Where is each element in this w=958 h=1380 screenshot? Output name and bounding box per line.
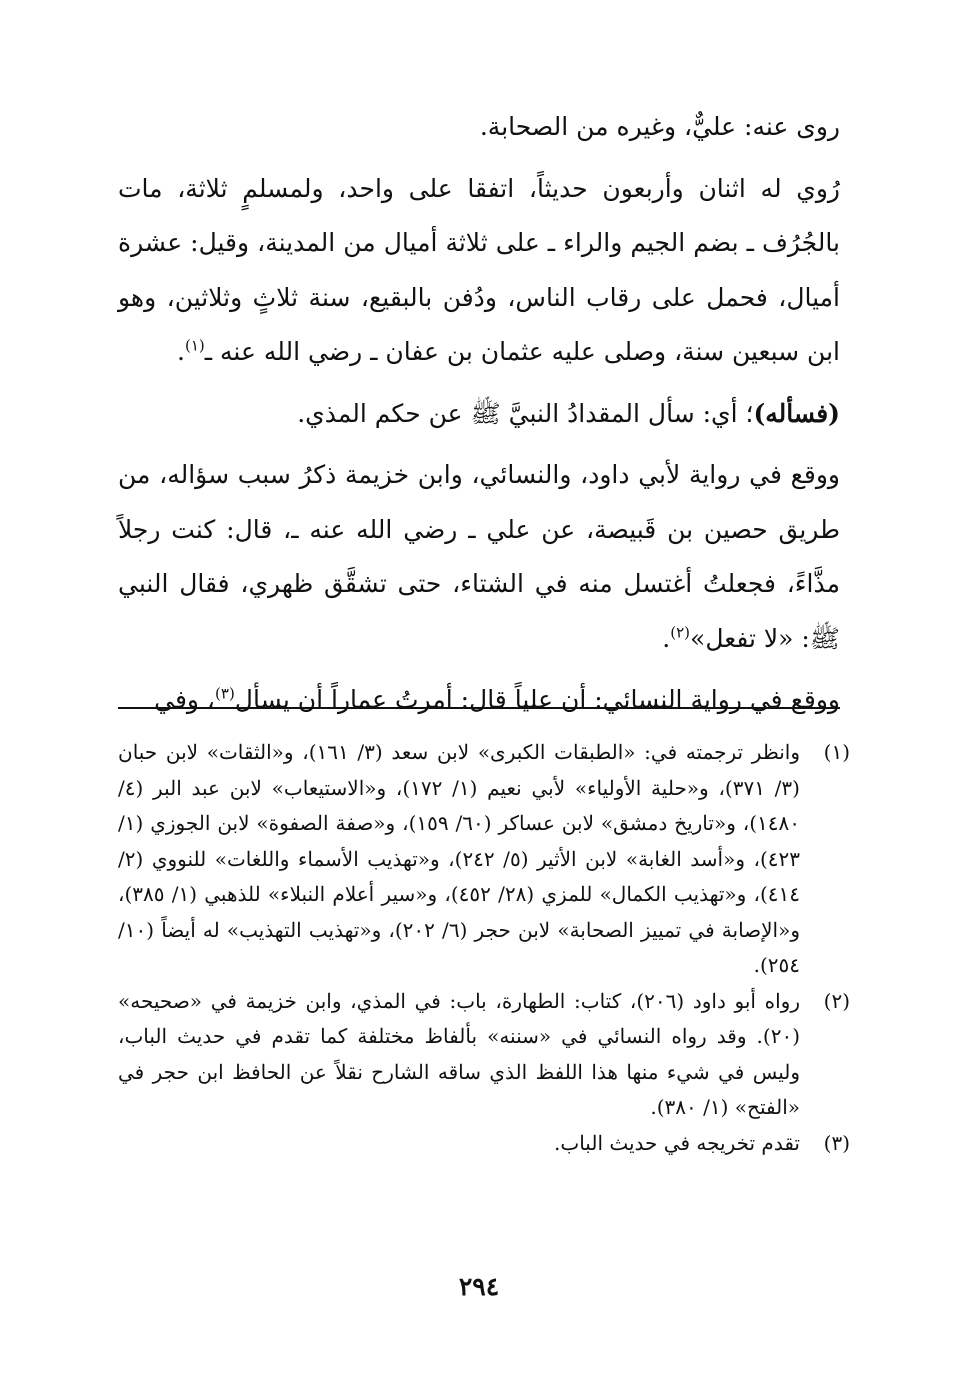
paragraph-biography — [118, 162, 840, 380]
footnote-text: وانظر ترجمته في: «الطبقات الكبرى» لابن سعد (٣/ ١٦١)، و«الثقات» لابن حبان (٣/ ٣٧١)، و«حلية الأولياء» لأبي نعيم (١/ ١٧٢)، و«الاستيعاب» لابن عبد البر (٤/ ١٤٨٠)، و«تاريخ دمشق» لابن عساكر (٦٠/ ١٥٩)، و«صفة الصفوة» لابن الجوزي (١/ ٤٢٣)، و«أسد الغابة» لابن الأثير (٥/ ٢٤٢)، و«تهذيب الأسماء واللغات» للنووي (٢/ ٤١٤)، و«تهذيب الكمال» للمزي (٢٨/ ٤٥٢)، و«سير أعلام النبلاء» للذهبي (١/ ٣٨٥)، و«الإصابة في تمييز الصحابة» لابن حجر (٦/ ٢٠٢)، و«تهذيب التهذيب» له أيضاً (١٠/ ٢٥٤). — [118, 740, 800, 977]
footnote-text: رواه أبو داود (٢٠٦)، كتاب: الطهارة، باب: في المذي، وابن خزيمة في «صحيحه» (٢٠). وقد رواه النسائي في «سننه» بألفاظ مختلفة كما تقدم في حديث الباب، وليس في شيء منها هذا اللفظ الذي ساقه الشارح نقلاً عن الحافظ ابن حجر في «الفتح» (١/ ٣٨٠). — [118, 988, 800, 1119]
footnote-separator — [118, 707, 840, 709]
footnote-number: (١) — [823, 740, 850, 764]
paragraph-narrators-text: روى عنه: عليٌّ، وغيره من الصحابة. — [479, 112, 840, 141]
page-number: ٢٩٤ — [458, 1272, 500, 1301]
footnote-1 — [118, 735, 850, 984]
footnote-number: (٣) — [823, 1130, 850, 1155]
paragraph-abu-dawud — [118, 448, 840, 666]
paragraph-biography-text: رُوي له اثنان وأربعون حديثاً، اتفقا على واحد، ولمسلمٍ ثلاثة، مات بالجُرُف ـ بضم الجيم والراء ـ على ثلاثة أميال من المدينة، وقيل: عشرة أميال، فحمل على رقاب الناس، ودُفن بالبقيع، سنة ثلاثٍ وثلاثين، وهو ابن سبعين سنة، وصلى عليه عثمان بن عفان ـ رضي الله عنه ـ — [118, 173, 840, 366]
paragraph-biography-end: . — [177, 337, 185, 366]
footnote-3 — [118, 1126, 850, 1162]
paragraph-question-text: ؛ أي: سأل المقدادُ النبيَّ ﷺ عن حكم المذي. — [297, 398, 754, 428]
paragraph-nasai-end: ، وفي — [154, 685, 216, 714]
footnote-ref-3[interactable]: (٣) — [215, 684, 235, 703]
paragraph-narrators — [118, 100, 840, 155]
main-text — [118, 100, 840, 728]
paragraph-question — [118, 387, 840, 442]
paragraph-nasai — [118, 673, 840, 728]
paragraph-abu-dawud-text: ووقع في رواية لأبي داود، والنسائي، وابن خزيمة ذكرُ سبب سؤاله، من طريق حصين بن قَبيصة، عن علي ـ رضي الله عنه ـ، قال: كنت رجلاً مذَّاءً، فجعلتُ أغتسل منه في الشتاء، حتى تشقَّق ظهري، فقال النبي ﷺ: «لا تفعل» — [118, 460, 840, 653]
footnote-number: (٢) — [823, 988, 850, 1013]
footnote-2 — [118, 984, 850, 1126]
footnote-ref-2[interactable]: (٢) — [670, 623, 691, 642]
footnotes — [118, 735, 850, 1161]
footnote-ref-1[interactable]: (١) — [184, 336, 205, 355]
footnote-text: تقدم تخريجه في حديث الباب. — [554, 1130, 800, 1155]
paragraph-nasai-text: ووقع في رواية النسائي: أن علياً قال: أمرتُ عماراً أن يسأل — [234, 685, 840, 714]
paragraph-abu-dawud-end: . — [662, 623, 671, 653]
keyword-fasaalahu: (فسأله) — [753, 398, 840, 428]
